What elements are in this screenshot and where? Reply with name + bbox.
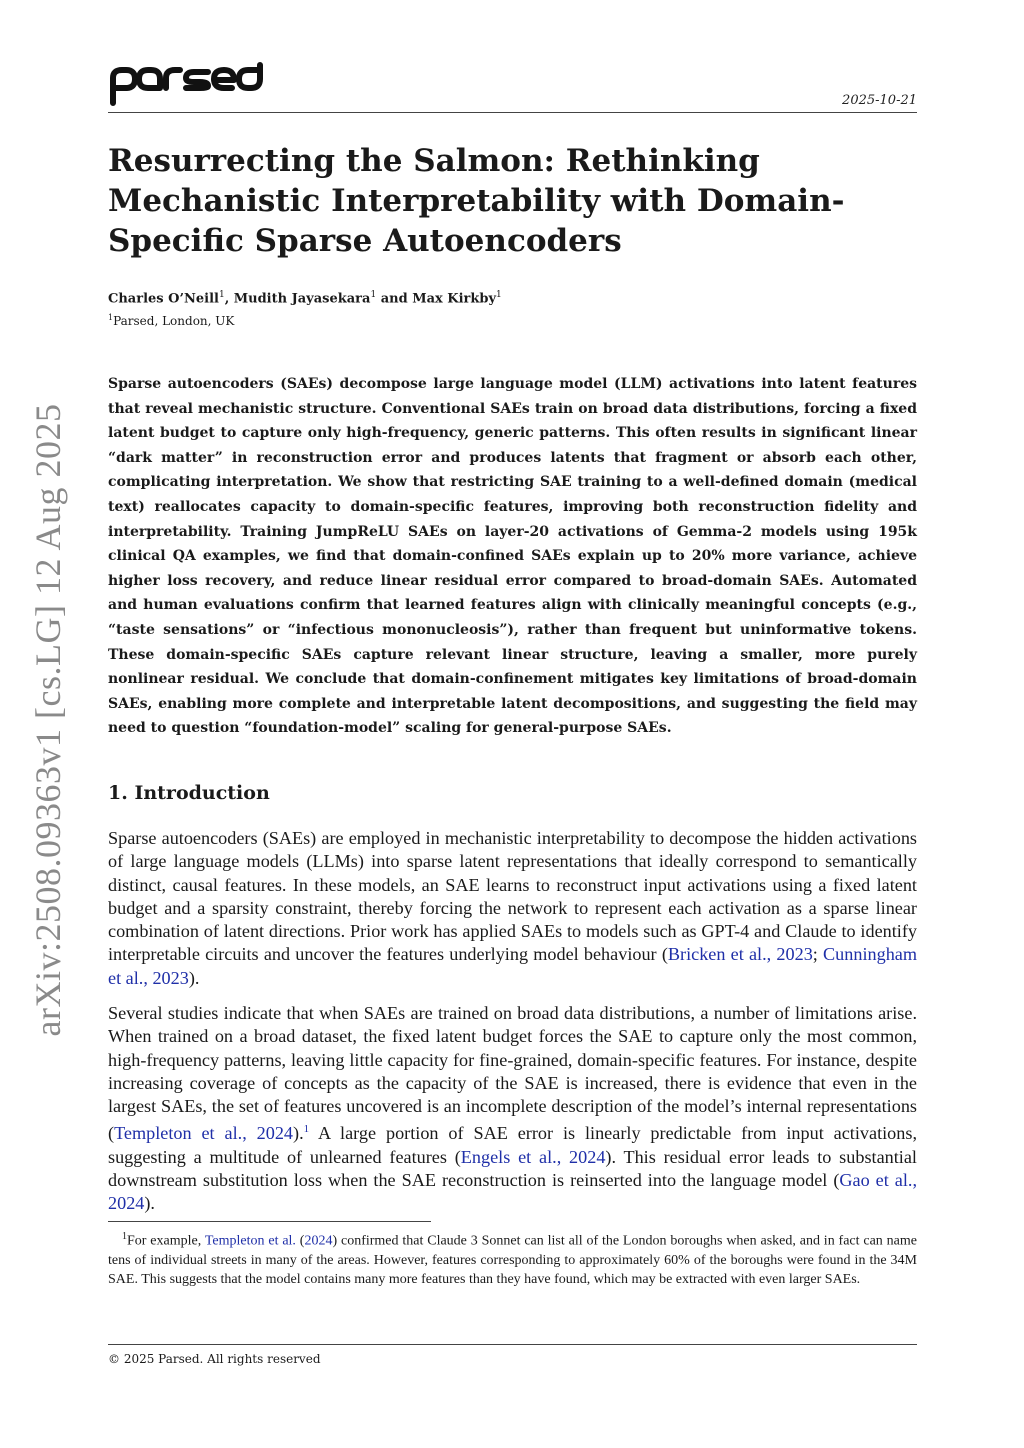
affiliation xyxy=(108,313,234,328)
parsed-logo xyxy=(108,62,264,106)
footnote-marker-link[interactable]: 1 xyxy=(303,1123,310,1136)
paragraph-text: Sparse autoencoders (SAEs) are employed in mechanistic interpretability to decompose the hidden activations of large language models (LLMs) into sparse latent representations that ideally correspond to semantically distinct, causal features. In these models, an SAE learns to reconstruct input activations using a fixed latent budget and a sparsity constraint, thereby forcing the network to represent each activation as a sparse linear combination of latent directions. Prior work has applied SAEs to models such as GPT-4 and Claude to identify interpretable circuits and uncover the features underlying model behaviour ( xyxy=(108,828,917,965)
paragraph-text: ). This residual error leads to substantial downstream substitution loss when the SAE reconstruction is reinserted into the language model ( xyxy=(108,1146,917,1191)
arxiv-identifier: arXiv:2508.09363v1 [cs.LG] 12 Aug 2025 xyxy=(28,403,68,1037)
author-separator: , xyxy=(224,291,234,307)
copyright-footer: © 2025 Parsed. All rights reserved xyxy=(108,1352,321,1366)
author-list xyxy=(108,290,502,306)
paragraph-text: ). xyxy=(188,967,200,988)
citation-link[interactable]: Engels et al., 2024 xyxy=(460,1146,606,1167)
affiliation-mark: 1 xyxy=(108,313,114,322)
citation-link[interactable]: Bricken et al., 2023 xyxy=(667,944,813,965)
affiliation-mark: 1 xyxy=(496,290,502,300)
footnote-mark: 1 xyxy=(122,1231,127,1242)
abstract: Sparse autoencoders (SAEs) decompose large language model (LLM) activations into latent features that reveal mechanistic structure. Conventional SAEs train on broad data distributions, forcing a fixed latent budget to capture only high-frequency, generic patterns. This often results in significant linear “dark matter” in reconstruction error and produces latents that fragment or absorb each other, complicating interpretation. We show that restricting SAE training to a well-defined domain (medical text) reallocates capacity to domain-specific features, improving both reconstruction fidelity and interpretability. Training JumpReLU SAEs on layer-20 activations of Gemma-2 models using 195k clinical QA examples, we find that domain-confined SAEs explain up to 20% more variance, achieve higher loss recovery, and reduce linear residual error compared to broad-domain SAEs. Automated and human evaluations confirm that learned features align with clinically meaningful concepts (e.g., “taste sensations” or “infectious mononucleosis”), rather than frequent but uninformative tokens. These domain-specific SAEs capture relevant linear structure, leaving a smaller, more purely nonlinear residual. We conclude that domain-confinement mitigates key limitations of broad-domain SAEs, enabling more complete and interpretable latent decompositions, and suggesting the field may need to question “foundation-model” scaling for general-purpose SAEs. xyxy=(108,376,917,737)
author-separator: and xyxy=(376,291,413,307)
citation-link[interactable]: Gao et al., 2024 xyxy=(108,1170,917,1214)
citation-link[interactable]: Templeton et al., 2024 xyxy=(114,1123,294,1144)
footnote: $^1$For example, Templeton et al. (2024) confirmed that Claude 3 Sonnet can list all of the London boroughs when asked, and in fact can name tens of individual streets in many of the areas. However, features corresponding to approximately 60% of the boroughs were found in the 34M SAE. This suggests that the model contains many more features than they have found, which may be extracted with even larger SAEs. xyxy=(108,1231,917,1287)
header-rule xyxy=(108,112,917,113)
author-name: Mudith Jayasekara xyxy=(233,291,371,307)
paper-title: Resurrecting the Salmon: Rethinking Mechanistic Interpretability with Domain-Specific Sparse Autoencoders xyxy=(108,143,845,259)
paragraph-text: Several studies indicate that when SAEs are trained on broad data distributions, a number of limitations arise. When trained on a broad dataset, the fixed latent budget forces the SAE to capture only the most common, high-frequency patterns, leaving little capacity for fine-grained, domain-specific features. For instance, despite increasing coverage of concepts as the capacity of the SAE is increased, there is evidence that even in the largest SAEs, the set of features uncovered is an incomplete description of the model’s internal representations ( xyxy=(108,1003,917,1144)
footnote-rule xyxy=(108,1221,431,1222)
citation-link[interactable]: Cunningham et al., 2023 xyxy=(108,944,918,988)
publication-date: 2025-10-21 xyxy=(842,93,917,108)
citation-link[interactable]: Templeton et al. xyxy=(204,1233,296,1249)
author-name: Charles O’Neill xyxy=(108,291,219,307)
affiliation-text: Parsed, London, UK xyxy=(113,314,235,328)
paragraph-text: A large portion of SAE error is linearly predictable from input activations, suggesting a multitude of unlearned features ( xyxy=(108,1123,917,1167)
intro-paragraph-2: Several studies indicate that when SAEs are trained on broad data distributions, a number of limitations arise. When trained on a broad dataset, the fixed latent budget forces the SAE to capture only the most common, high-frequency patterns, leaving little capacity for fine-grained, domain-specific features. For instance, despite increasing coverage of concepts as the capacity of the SAE is increased, there is evidence that even in the largest SAEs, the set of features uncovered is an incomplete description of the model’s internal representations (Templeton et al., 2024).$^1$ A large portion of SAE error is linearly predictable from input activations, suggesting a multitude of unlearned features (Engels et al., 2024). This residual error leads to substantial downstream substitution loss when the SAE reconstruction is reinserted into the language model (Gao et al., 2024). xyxy=(108,1003,917,1214)
author-name: Max Kirkby xyxy=(412,291,497,307)
affiliation-mark: 1 xyxy=(218,290,225,300)
citation-link[interactable]: 2024 xyxy=(304,1233,333,1249)
footer-rule xyxy=(108,1344,917,1345)
paragraph-text: ). xyxy=(144,1193,155,1214)
section-heading-introduction: 1. Introduction xyxy=(108,782,270,804)
affiliation-mark: 1 xyxy=(370,290,377,300)
intro-paragraph-1: Sparse autoencoders (SAEs) are employed in mechanistic interpretability to decompose the hidden activations of large language models (LLMs) into sparse latent representations that ideally correspond to semantically distinct, causal features. In these models, an SAE learns to reconstruct input activations using a fixed latent budget and a sparsity constraint, thereby forcing the network to represent each activation as a sparse linear combination of latent directions. Prior work has applied SAEs to models such as GPT-4 and Claude to identify interpretable circuits and uncover the features underlying model behaviour (Bricken et al., 2023; Cunningham et al., 2023). xyxy=(108,828,918,988)
